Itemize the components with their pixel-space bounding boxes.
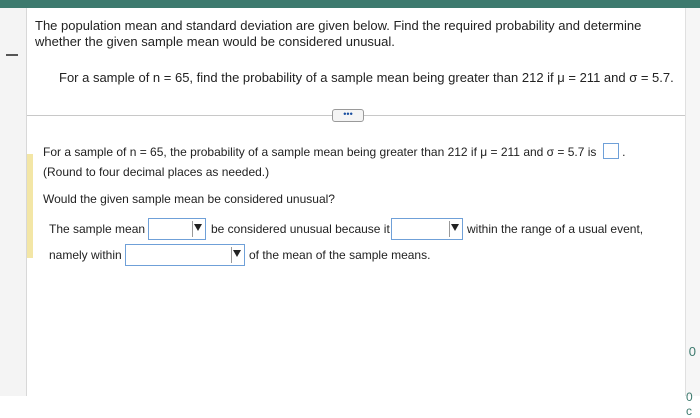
problem-intro: The population mean and standard deviation are given below. Find the required probability and determine whether the given sample mean would be considered unusual. — [35, 18, 642, 49]
left-gutter — [0, 8, 27, 396]
unusual-question: Would the given sample mean be considered unusual? — [43, 192, 335, 206]
top-bar — [0, 0, 700, 8]
select-divider — [192, 221, 193, 237]
problem-given: For a sample of n = 65, find the probability of a sample mean being greater than 212 if μ = 211 and σ = 5.7. — [59, 70, 674, 85]
dropdown-caret-icon — [233, 250, 241, 257]
sample-mean-label: The sample mean — [49, 222, 146, 236]
lies-does-not-lie-select[interactable] — [391, 218, 463, 240]
right-mark-2: 0 c — [686, 390, 693, 418]
within-range-label: within the range of a usual event, — [467, 222, 644, 236]
collapse-dash-icon[interactable] — [6, 54, 18, 56]
of-mean-label: of the mean of the sample means. — [249, 248, 431, 262]
standard-deviations-select[interactable] — [125, 244, 245, 266]
right-gutter — [685, 8, 700, 418]
right-mark-1: 0 — [688, 344, 696, 359]
select-divider — [231, 247, 232, 263]
answer-highlight-bar — [27, 154, 33, 258]
namely-within-label: namely within — [49, 248, 122, 262]
expand-more-button[interactable]: ••• — [332, 109, 364, 122]
unusual-because-label: be considered unusual because it — [211, 222, 390, 236]
probability-answer-input[interactable] — [603, 143, 619, 159]
select-divider — [449, 221, 450, 237]
round-note: (Round to four decimal places as needed.) — [43, 165, 270, 179]
question-suffix: . — [622, 145, 626, 159]
question-text: For a sample of n = 65, the probability of a sample mean being greater than 212 if μ = 211 and σ = 5.7 is — [43, 145, 597, 159]
would-would-not-select[interactable] — [148, 218, 206, 240]
question-line — [43, 143, 625, 159]
dropdown-caret-icon — [194, 224, 202, 231]
dropdown-caret-icon — [451, 224, 459, 231]
question-panel — [27, 8, 685, 396]
